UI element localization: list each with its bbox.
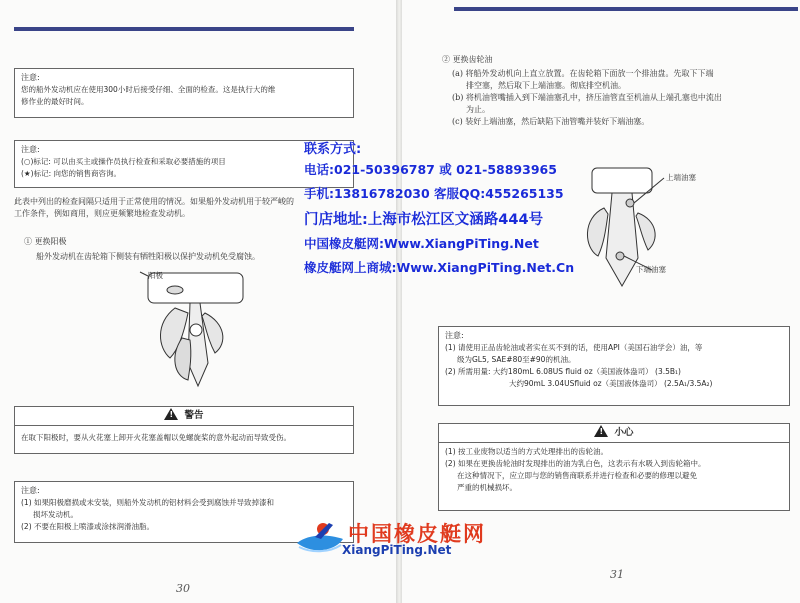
note-box-inspection <box>14 68 354 118</box>
caution-line: (1) 按工业废物以适当的方式处理排出的齿轮油。 <box>445 447 609 456</box>
note-line: (1) 如果阳极磨损或未安装，则船外发动机的铝材料会受到腐蚀并导致掉漆和 <box>21 498 275 507</box>
warning-icon <box>164 408 178 420</box>
note-box-gear-oil <box>438 326 790 406</box>
contact-phone: 电话:021-50396787 或 021-58893965 <box>304 162 557 177</box>
note-line: (2) 所需用量: 大约180mL 6.08US fluid oz（美国液体盎司） (3.5B₁) <box>445 367 681 376</box>
note-line: 大约90mL 3.04USfluid oz（美国液体盎司） (2.5A₁/3.5A₂) <box>509 379 713 388</box>
caution-title: 小心 <box>614 427 634 438</box>
logo-text-en: XiangPiTing.Net <box>342 543 452 557</box>
caution-line: (2) 如果在更换齿轮油时发现排出的油为乳白色，这表示有水吸入到齿轮箱中。 <box>445 459 706 468</box>
anode-label: 阳极 <box>148 271 163 280</box>
upper-plug-label: 上端油塞 <box>666 173 696 182</box>
caution-box <box>438 423 790 511</box>
page-number: 31 <box>610 568 624 581</box>
contact-mobile: 手机:13816782030 客服QQ:455265135 <box>304 186 564 201</box>
right-page <box>402 0 800 603</box>
caution-line: 在这种情况下，应立即与您的销售商联系并进行检查和必要的修理以避免 <box>457 471 697 480</box>
left-page <box>0 0 398 603</box>
contact-title: 联系方式: <box>304 142 362 157</box>
step-line: 排空塞，然后取下上端油塞。彻底排空机油。 <box>466 81 626 90</box>
step-line: (a) 将船外发动机向上直立放置。在齿轮箱下面放一个排油盘。先取下下端 <box>452 69 714 78</box>
note-title: 注意: <box>21 145 40 154</box>
warning-title: 警告 <box>184 410 204 421</box>
logo-text-cn: 中国橡皮艇网 <box>348 522 486 546</box>
header-rule <box>14 27 354 31</box>
contact-address: 门店地址:上海市松江区文涵路444号 <box>304 212 544 228</box>
caution-text <box>445 446 706 494</box>
site-link-2[interactable]: 橡皮艇网上商城:Www.XiangPiTing.Net.Cn <box>304 260 575 275</box>
section-heading: ② 更换齿轮油 <box>442 55 493 64</box>
caution-icon <box>594 425 608 437</box>
note-line: 损坏发动机。 <box>33 510 78 519</box>
warning-text: 在取下阳极时，要从火花塞上卸开火花塞盖帽以免螺旋桨的意外起动而导致受伤。 <box>21 433 291 442</box>
note-line: (2) 不要在阳极上喷漆或涂抹润滑油脂。 <box>21 522 155 531</box>
note-title: 注意: <box>21 73 40 82</box>
lower-plug-label: 下端油塞 <box>636 265 666 274</box>
note-line: 级为GL5, SAE#80至#90的机油。 <box>457 355 576 364</box>
paragraph-line: 此表中列出的检查间隔只适用于正常使用的情况。如果船外发动机用于较严峻的 <box>14 197 294 206</box>
step-line: (c) 装好上端油塞，然后缺陷下油管嘴并装好下端油塞。 <box>452 117 650 126</box>
warning-box <box>14 406 354 454</box>
note-title: 注意: <box>445 331 464 340</box>
paragraph-line: 工作条件，例如商用，则应更频繁地检查发动机。 <box>14 209 190 218</box>
logo-icon <box>295 515 345 557</box>
note-line: (○)标记: 可以由买主或操作员执行检查和采取必要措施的项目 <box>21 157 226 166</box>
section-text: 船外发动机在齿轮箱下侧装有牺牲阳极以保护发动机免受腐蚀。 <box>36 252 260 261</box>
note-line: 您的船外发动机应在使用300小时后接受仔细、全面的检查。这是执行大的维 <box>21 85 276 94</box>
section-heading: ① 更换阳极 <box>24 237 67 246</box>
note-line: (★)标记: 向您的销售商咨询。 <box>21 169 121 178</box>
page-number: 30 <box>176 582 190 595</box>
header-rule <box>454 7 798 11</box>
step-line: 为止。 <box>466 105 490 114</box>
section-steps <box>452 68 792 128</box>
step-line: (b) 将机油管嘴插入到下端油塞孔中，挤压油管直至机油从上端孔塞也中流出 <box>452 93 722 102</box>
note-line: (1) 请使用正品齿轮油或者实在买不到的话，使用API（美国石油学会）油，等 <box>445 343 703 352</box>
site-link-1[interactable]: 中国橡皮艇网:Www.XiangPiTing.Net <box>304 236 539 251</box>
caution-header <box>439 424 789 443</box>
note-line: 修作业的最好时间。 <box>21 97 89 106</box>
caution-line: 严重的机械损坏。 <box>457 483 517 492</box>
anode-illustration <box>130 268 250 393</box>
warning-header <box>15 407 353 426</box>
note-title: 注意: <box>21 486 40 495</box>
note-box-marks <box>14 140 354 188</box>
